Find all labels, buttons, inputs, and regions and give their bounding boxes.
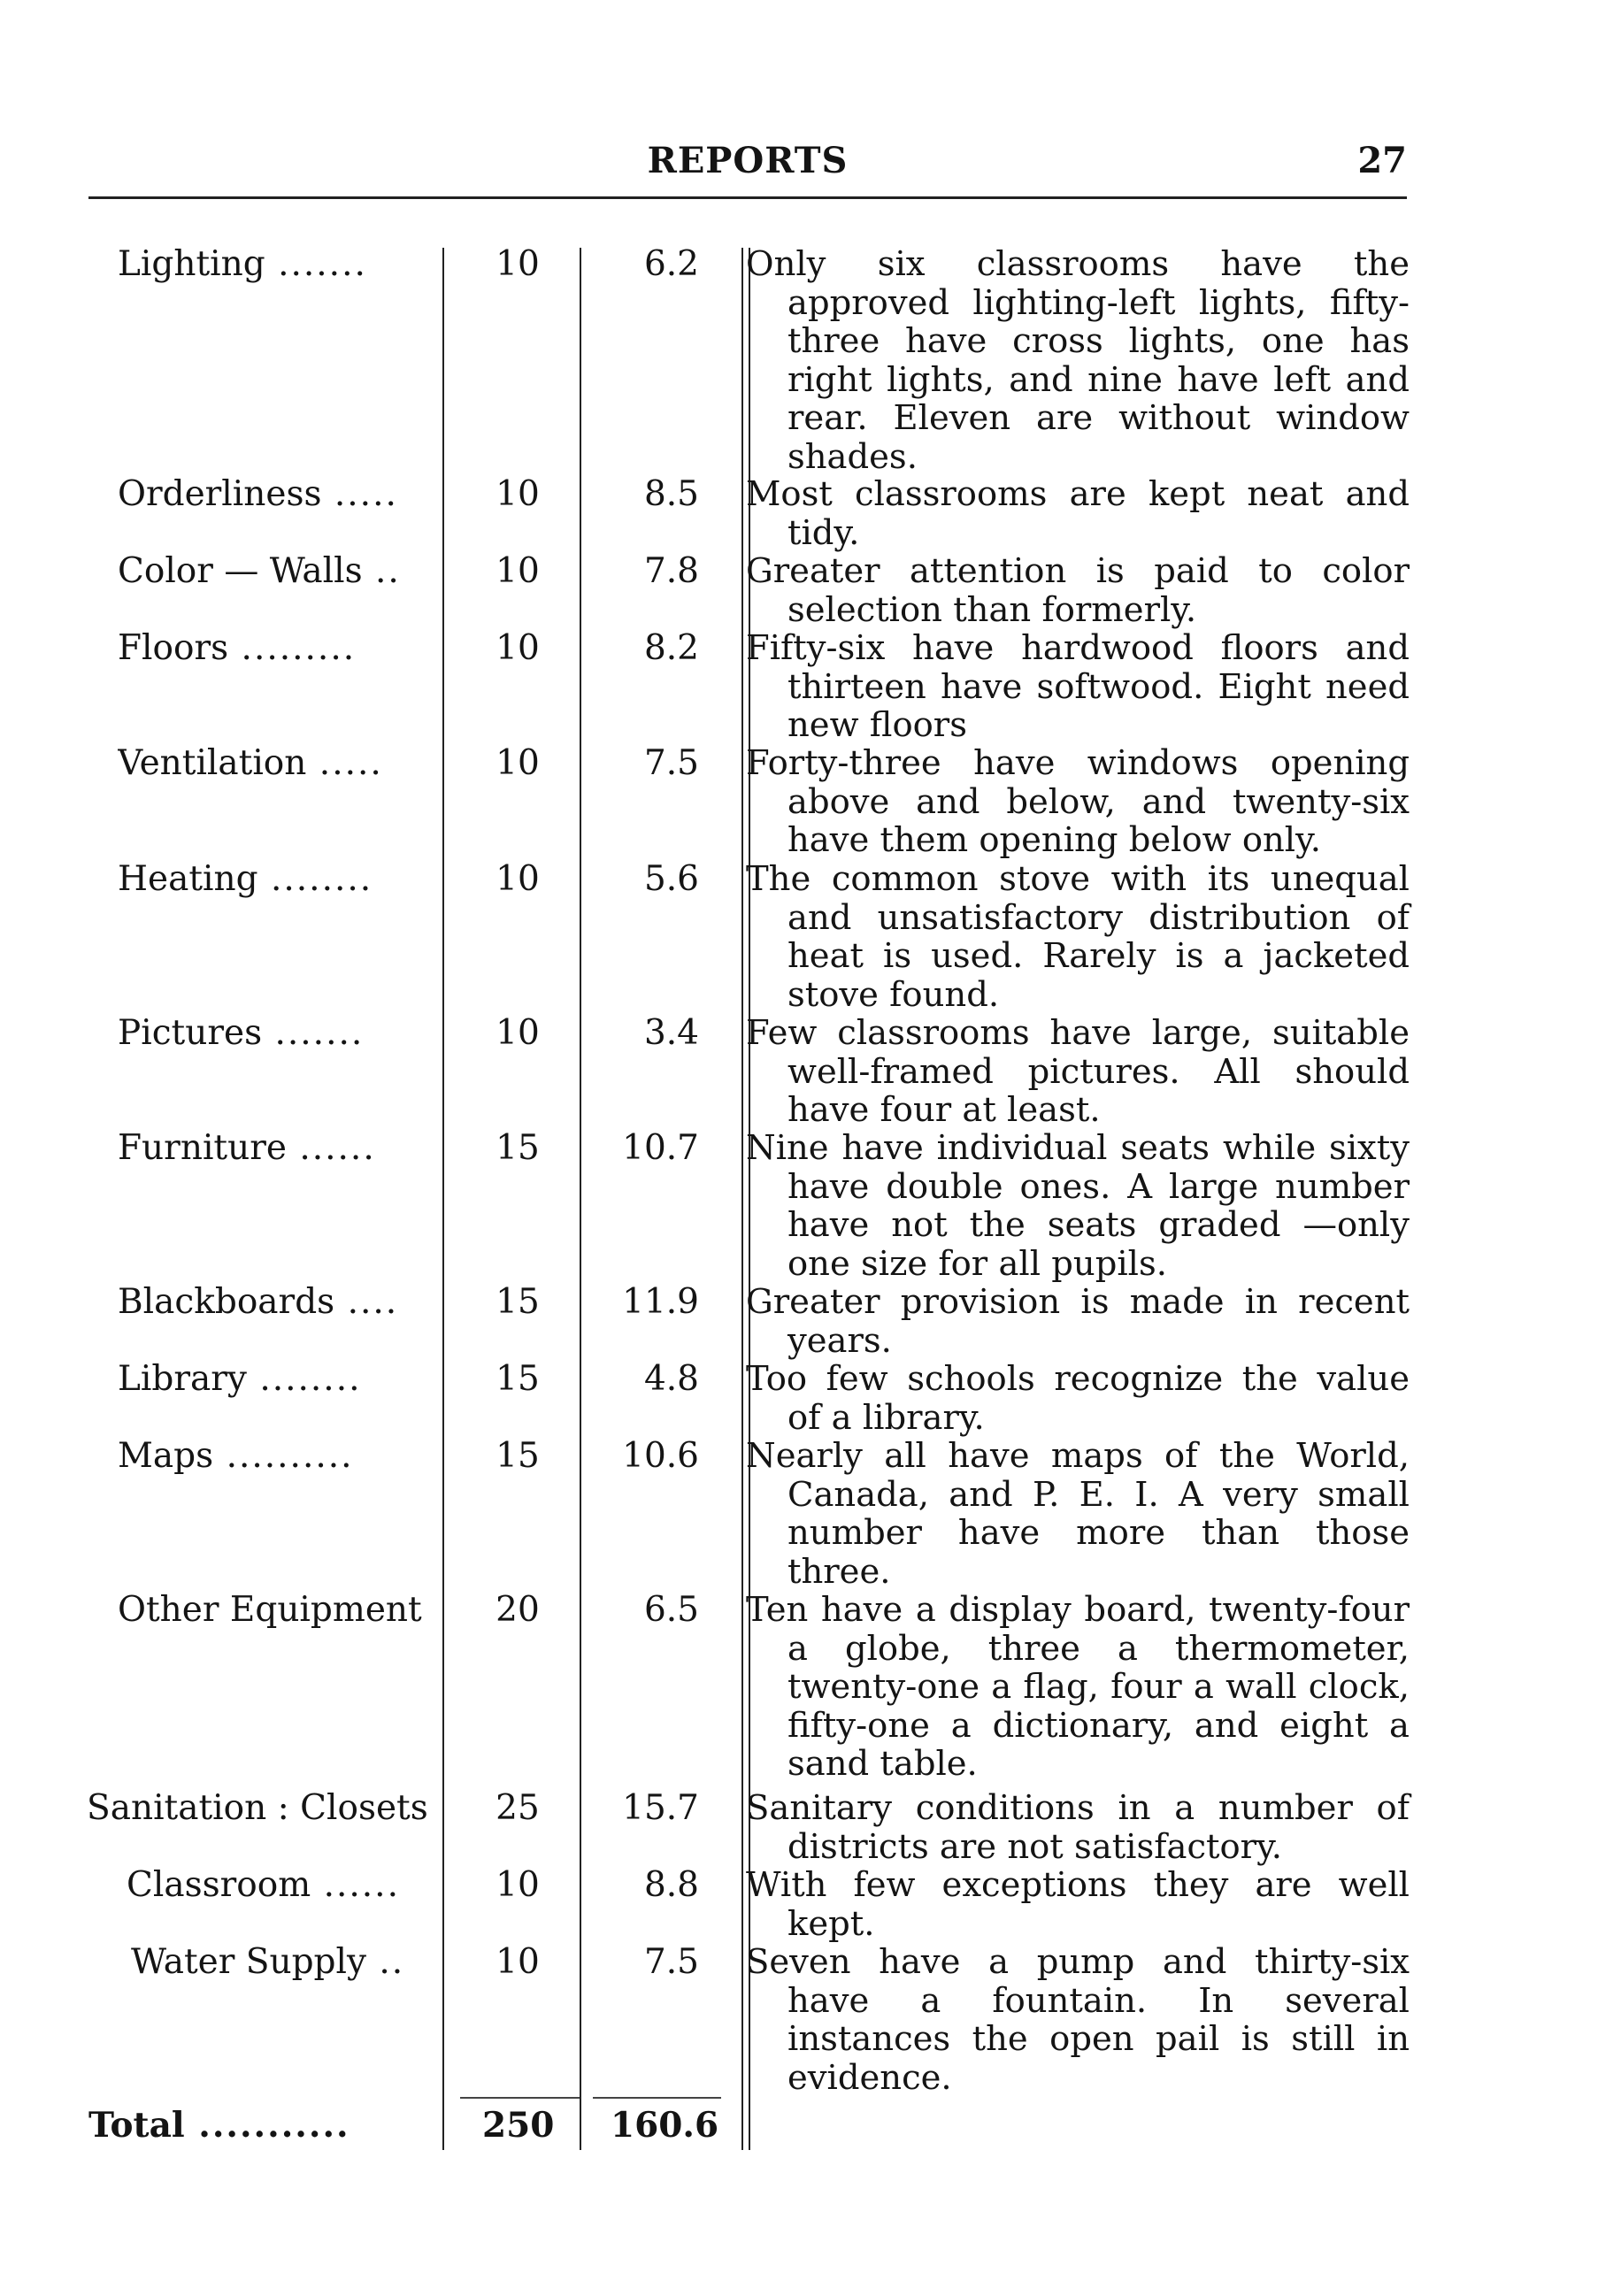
category-label: Other Equipment <box>118 1591 422 1630</box>
remarks: Forty-three have windows opening above and below, and twenty-six have them opening below only. <box>746 743 1410 861</box>
category-label: Classroom ...... <box>127 1866 400 1905</box>
remarks: Nearly all have maps of the World, Canada, and P. E. I. A very small number have more than those three. <box>746 1436 1410 1592</box>
actual-score: 6.5 <box>643 1590 699 1630</box>
total-actual-score: 160.6 <box>611 2105 719 2146</box>
category-label: Water Supply .. <box>131 1943 405 1982</box>
category-label: Heating ........ <box>118 860 373 899</box>
actual-score: 4.8 <box>643 1359 699 1399</box>
actual-score: 7.5 <box>643 743 699 783</box>
category-label: Sanitation : Closets <box>87 1789 428 1828</box>
max-score: 15 <box>496 1282 540 1322</box>
actual-score: 11.9 <box>622 1282 699 1322</box>
total-rule-score <box>593 2097 721 2099</box>
header-rule <box>88 196 1407 199</box>
remarks: Too few schools recognize the value of a library. <box>746 1359 1410 1438</box>
actual-score: 8.5 <box>643 474 699 514</box>
category-label: Blackboards .... <box>118 1283 399 1322</box>
actual-score: 7.8 <box>643 551 699 591</box>
max-score: 10 <box>496 1013 540 1053</box>
remarks: Greater attention is paid to color selection than formerly. <box>746 551 1410 630</box>
actual-score: 5.6 <box>643 859 699 899</box>
page-number: 27 <box>1357 140 1407 181</box>
total-max-score: 250 <box>482 2105 555 2146</box>
max-score: 10 <box>496 1865 540 1905</box>
page-header <box>88 140 1407 193</box>
actual-score: 8.8 <box>643 1865 699 1905</box>
total-label: Total ........... <box>88 2106 350 2145</box>
category-label: Color — Walls .. <box>118 552 401 591</box>
category-label: Maps .......... <box>118 1437 354 1476</box>
actual-score: 8.2 <box>643 628 699 668</box>
remarks: The common stove with its unequal and unsatisfactory distribution of heat is used. Rarely is a jacketed stove found. <box>746 859 1410 1015</box>
category-label: Floors ......... <box>118 629 357 668</box>
max-score: 10 <box>496 551 540 591</box>
max-score: 10 <box>496 244 540 284</box>
total-rule-max <box>460 2097 580 2099</box>
max-score: 10 <box>496 859 540 899</box>
remarks: With few exceptions they are well kept. <box>746 1865 1410 1944</box>
category-label: Pictures ....... <box>118 1014 365 1053</box>
actual-score: 6.2 <box>643 244 699 284</box>
category-label: Lighting ....... <box>118 245 367 284</box>
max-score: 10 <box>496 628 540 668</box>
category-label: Furniture ...... <box>118 1129 376 1168</box>
remarks: Greater provision is made in recent years. <box>746 1282 1410 1361</box>
remarks: Only six classrooms have the approved lighting-left lights, fifty-three have cross lights, one has right lights, and nine have left and rear. Eleven are without window shades. <box>746 244 1410 477</box>
max-score: 15 <box>496 1359 540 1399</box>
actual-score: 7.5 <box>643 1942 699 1982</box>
remarks: Seven have a pump and thirty-six have a fountain. In several instances the open pail is still in evidence. <box>746 1942 1410 2098</box>
category-label: Ventilation ..... <box>118 744 383 783</box>
running-title: REPORTS <box>647 140 849 181</box>
max-score: 15 <box>496 1436 540 1476</box>
max-score: 10 <box>496 743 540 783</box>
max-score: 10 <box>496 474 540 514</box>
max-score: 20 <box>496 1590 540 1630</box>
actual-score: 15.7 <box>622 1788 699 1828</box>
max-score: 10 <box>496 1942 540 1982</box>
remarks: Fifty-six have hardwood floors and thirteen have softwood. Eight need new floors <box>746 628 1410 746</box>
actual-score: 10.7 <box>622 1128 699 1168</box>
remarks: Sanitary conditions in a number of districts are not satisfactory. <box>746 1788 1410 1867</box>
category-label: Orderliness ..... <box>118 475 398 514</box>
remarks: Nine have individual seats while sixty have double ones. A large number have not the seats graded —only one size for all pupils. <box>746 1128 1410 1284</box>
remarks: Most classrooms are kept neat and tidy. <box>746 474 1410 553</box>
max-score: 15 <box>496 1128 540 1168</box>
max-score: 25 <box>496 1788 540 1828</box>
column-rule-2 <box>580 248 581 2150</box>
column-rule-3 <box>741 248 743 2150</box>
remarks: Few classrooms have large, suitable well-framed pictures. All should have four at least. <box>746 1013 1410 1131</box>
category-label: Library ........ <box>118 1360 362 1399</box>
actual-score: 10.6 <box>622 1436 699 1476</box>
actual-score: 3.4 <box>643 1013 699 1053</box>
remarks: Ten have a display board, twenty-four a globe, three a thermometer, twenty-one a flag, four a wall clock, fifty-one a dictionary, and eight a sand table. <box>746 1590 1410 1785</box>
column-rule-1 <box>442 248 444 2150</box>
